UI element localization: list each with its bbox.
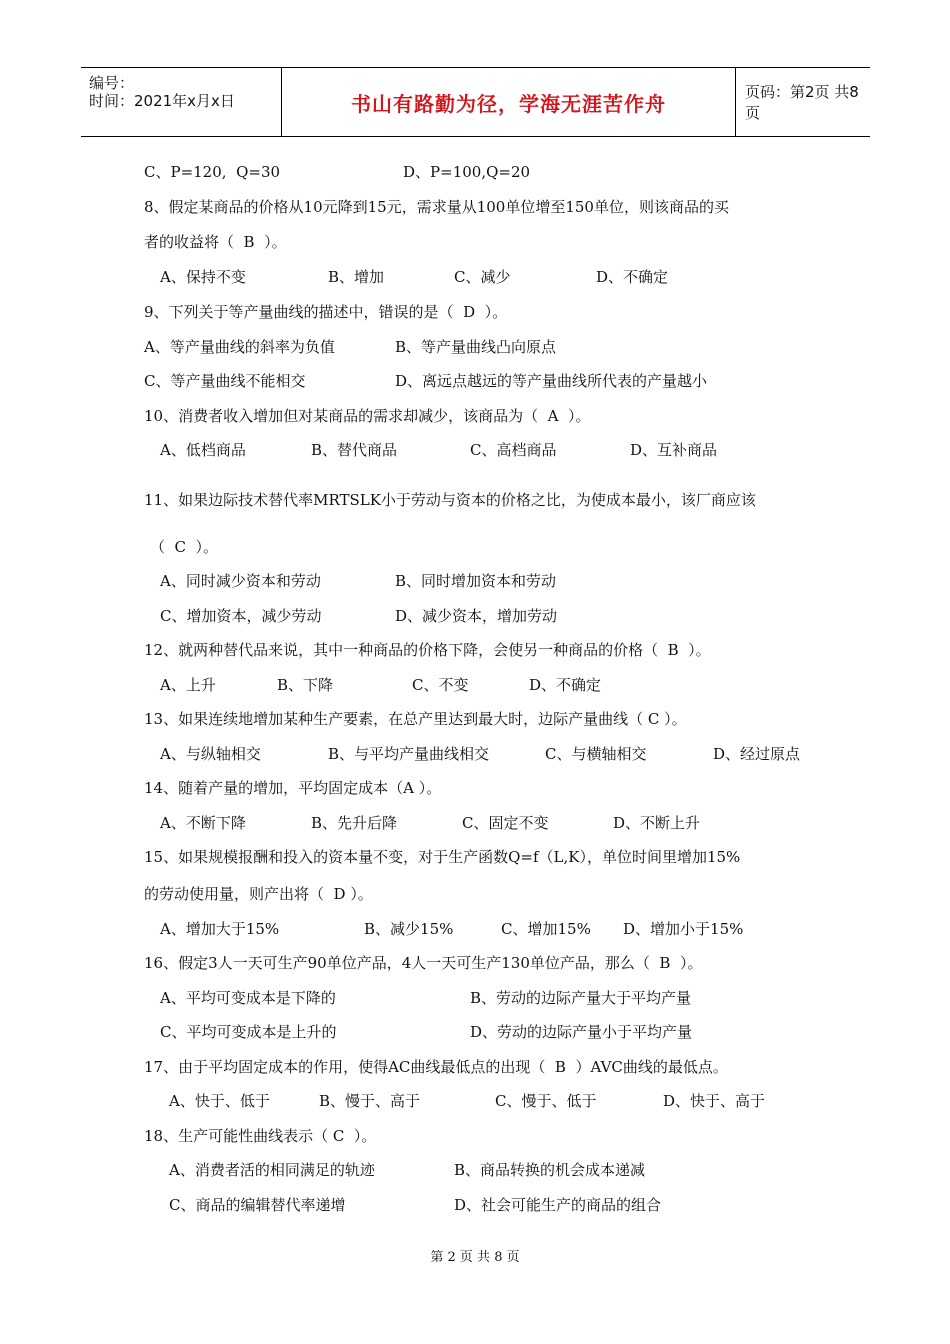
question-line: 12、就两种替代品来说，其中一种商品的价格下降，会使另一种商品的价格（ B ）。 bbox=[144, 641, 711, 659]
question-line: 18、生产可能性曲线表示（ C ）。 bbox=[144, 1127, 377, 1145]
question-line: 9、下列关于等产量曲线的描述中，错误的是（ D ）。 bbox=[144, 303, 508, 321]
option-line: D、离远点越远的等产量曲线所代表的产量越小 bbox=[395, 372, 708, 390]
option-line: A、不断下降 bbox=[160, 814, 246, 832]
option-line: B、替代商品 bbox=[311, 441, 398, 459]
option-line: C、P=120, Q=30 bbox=[144, 163, 281, 181]
option-line: B、与平均产量曲线相交 bbox=[328, 745, 490, 763]
question-line: 8、假定某商品的价格从10元降到15元，需求量从100单位增至150单位，则该商品的买 bbox=[144, 198, 729, 216]
option-line: D、社会可能生产的商品的组合 bbox=[454, 1196, 662, 1214]
option-line: B、下降 bbox=[277, 676, 334, 694]
option-line: B、减少15% bbox=[364, 920, 454, 938]
option-line: B、先升后降 bbox=[311, 814, 398, 832]
option-line: D、不确定 bbox=[596, 268, 669, 286]
option-line: A、与纵轴相交 bbox=[160, 745, 261, 763]
option-line: A、低档商品 bbox=[160, 441, 246, 459]
option-line: A、消费者活的相同满足的轨迹 bbox=[169, 1161, 375, 1179]
page-footer: 第 2 页 共 8 页 bbox=[430, 1250, 520, 1265]
option-line: C、平均可变成本是上升的 bbox=[160, 1023, 337, 1041]
option-line: C、减少 bbox=[454, 268, 511, 286]
header-page-cell bbox=[735, 68, 870, 136]
option-line: A、保持不变 bbox=[160, 268, 246, 286]
option-line: B、慢于、高于 bbox=[319, 1092, 421, 1110]
question-line: 13、如果连续地增加某种生产要素，在总产里达到最大时，边际产量曲线（ C ）。 bbox=[144, 710, 687, 728]
option-line: C、等产量曲线不能相交 bbox=[144, 372, 306, 390]
question-line: 者的收益将（ B ）。 bbox=[144, 233, 287, 251]
option-line: A、同时减少资本和劳动 bbox=[160, 572, 321, 590]
option-line: C、增加资本，减少劳动 bbox=[160, 607, 322, 625]
question-line: 的劳动使用量，则产出将（ D ）。 bbox=[144, 885, 373, 903]
header-code-label: 编号： bbox=[89, 74, 135, 92]
question-line: 11、如果边际技术替代率MRTSLK小于劳动与资本的价格之比，为使成本最小，该厂商应该 bbox=[144, 491, 756, 509]
option-line: D、P=100,Q=20 bbox=[403, 163, 531, 181]
page-header bbox=[81, 67, 870, 137]
question-line: 17、由于平均固定成本的作用，使得AC曲线最低点的出现（ B ）AVC曲线的最低点。 bbox=[144, 1058, 728, 1076]
option-line: D、不确定 bbox=[529, 676, 602, 694]
option-line: B、劳动的边际产量大于平均产量 bbox=[470, 989, 692, 1007]
option-line: C、商品的编辑替代率递增 bbox=[169, 1196, 346, 1214]
option-line: D、互补商品 bbox=[630, 441, 718, 459]
question-line: （ C ）。 bbox=[150, 538, 219, 556]
option-line: A、增加大于15% bbox=[160, 920, 280, 938]
option-line: A、快于、低于 bbox=[169, 1092, 270, 1110]
option-line: B、等产量曲线凸向原点 bbox=[395, 338, 557, 356]
option-line: D、不断上升 bbox=[613, 814, 701, 832]
option-line: B、增加 bbox=[328, 268, 385, 286]
header-page-label: 页码：第2页 共8页 bbox=[745, 83, 859, 122]
option-line: C、固定不变 bbox=[462, 814, 549, 832]
question-line: 15、如果规模报酬和投入的资本量不变，对于生产函数Q=f（L,K），单位时间里增加15% bbox=[144, 848, 741, 866]
header-date-label: 时间：2021年x月x日 bbox=[89, 92, 235, 110]
question-line: 14、随着产量的增加，平均固定成本（A ）。 bbox=[144, 779, 442, 797]
option-line: A、上升 bbox=[160, 676, 216, 694]
option-line: D、减少资本，增加劳动 bbox=[395, 607, 558, 625]
header-motto-cell bbox=[281, 68, 736, 136]
option-line: C、与横轴相交 bbox=[545, 745, 647, 763]
option-line: A、平均可变成本是下降的 bbox=[160, 989, 336, 1007]
header-motto: 书山有路勤为径，学海无涯苦作舟 bbox=[351, 91, 666, 116]
option-line: D、劳动的边际产量小于平均产量 bbox=[470, 1023, 693, 1041]
option-line: D、快于、高于 bbox=[663, 1092, 766, 1110]
option-line: D、经过原点 bbox=[713, 745, 801, 763]
question-line: 10、消费者收入增加但对某商品的需求却减少，该商品为（ A ）。 bbox=[144, 407, 591, 425]
option-line: B、商品转换的机会成本递减 bbox=[454, 1161, 646, 1179]
option-line: A、等产量曲线的斜率为负值 bbox=[144, 338, 335, 356]
option-line: B、同时增加资本和劳动 bbox=[395, 572, 557, 590]
option-line: D、增加小于15% bbox=[623, 920, 744, 938]
option-line: C、不变 bbox=[412, 676, 469, 694]
option-line: C、高档商品 bbox=[470, 441, 557, 459]
question-line: 16、假定3人一天可生产90单位产品，4人一天可生产130单位产品，那么（ B ）。 bbox=[144, 954, 703, 972]
option-line: C、慢于、低于 bbox=[495, 1092, 597, 1110]
header-meta bbox=[81, 68, 281, 136]
option-line: C、增加15% bbox=[501, 920, 591, 938]
